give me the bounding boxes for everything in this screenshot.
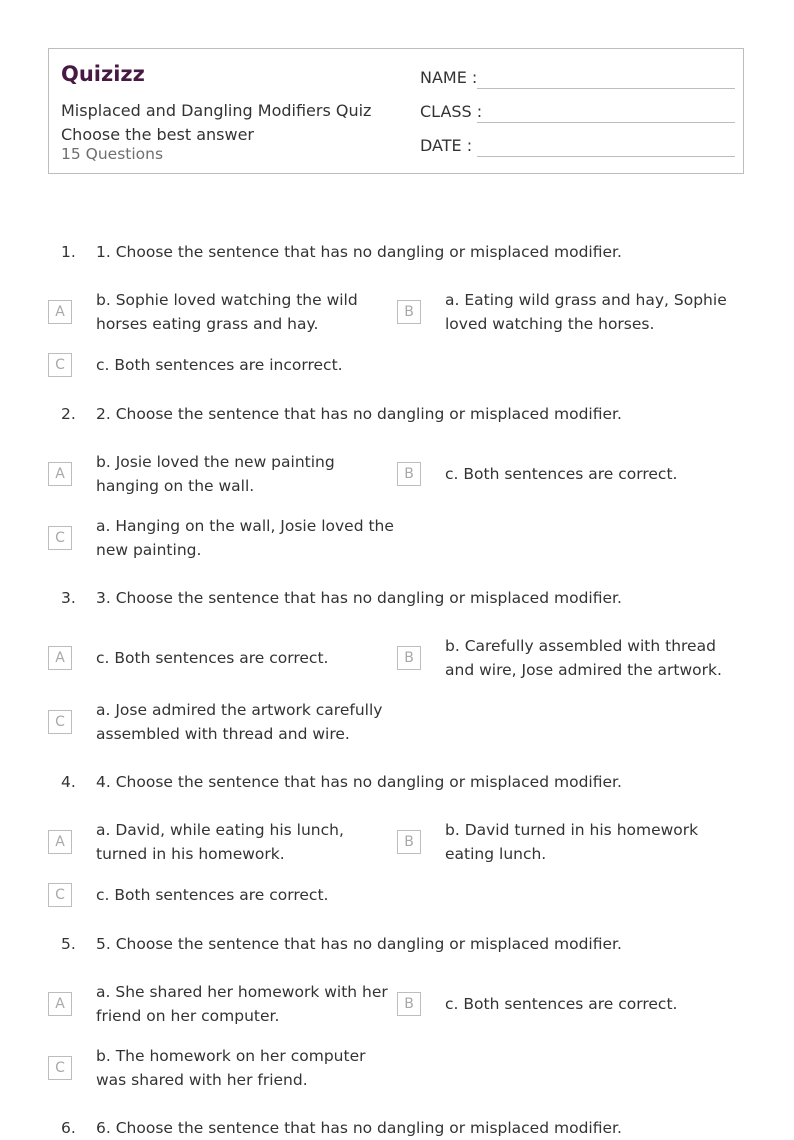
option-text: b. The homework on her computer was shared with her friend. xyxy=(96,1047,366,1089)
question-number: 2. xyxy=(61,405,76,423)
question-number: 6. xyxy=(61,1119,76,1137)
option-text: b. David turned in his homework eating lunch. xyxy=(445,821,699,863)
option-letter-a[interactable]: A xyxy=(48,830,72,854)
class-label: CLASS : xyxy=(420,102,483,121)
question-number: 3. xyxy=(61,589,76,607)
svg-text:Quizizz: Quizizz xyxy=(61,62,145,86)
option-letter-b[interactable]: B xyxy=(397,462,421,486)
question-text: 4. Choose the sentence that has no dangling or misplaced modifier. xyxy=(96,773,622,791)
name-label: NAME : xyxy=(420,68,478,87)
class-field[interactable] xyxy=(420,100,735,124)
option-text: a. Eating wild grass and hay, Sophie loved watching the horses. xyxy=(445,291,727,333)
option-text: a. David, while eating his lunch, turned in his homework. xyxy=(96,821,344,863)
quizizz-logo xyxy=(61,59,151,87)
question-text: 5. Choose the sentence that has no dangling or misplaced modifier. xyxy=(96,935,622,953)
date-line[interactable] xyxy=(477,156,735,157)
option-text: b. Carefully assembled with thread and wire, Jose admired the artwork. xyxy=(445,637,722,679)
option-letter-a[interactable]: A xyxy=(48,462,72,486)
option-letter-b[interactable]: B xyxy=(397,830,421,854)
option-text: c. Both sentences are correct. xyxy=(96,649,329,667)
option-text: b. Josie loved the new painting hanging on the wall. xyxy=(96,453,335,495)
date-label: DATE : xyxy=(420,136,473,155)
question-number: 4. xyxy=(61,773,76,791)
question-text: 6. Choose the sentence that has no dangling or misplaced modifier. xyxy=(96,1119,622,1137)
name-field[interactable] xyxy=(420,66,735,90)
option-letter-c[interactable]: C xyxy=(48,710,72,734)
question-text: 2. Choose the sentence that has no dangling or misplaced modifier. xyxy=(96,405,622,423)
option-letter-c[interactable]: C xyxy=(48,353,72,377)
option-letter-c[interactable]: C xyxy=(48,526,72,550)
quiz-title: Misplaced and Dangling Modifiers Quiz Choose the best answer xyxy=(61,101,372,144)
option-letter-a[interactable]: A xyxy=(48,646,72,670)
option-text: a. Jose admired the artwork carefully assembled with thread and wire. xyxy=(96,701,383,743)
option-text: a. Hanging on the wall, Josie loved the new painting. xyxy=(96,517,394,559)
option-text: c. Both sentences are correct. xyxy=(445,465,678,483)
option-letter-a[interactable]: A xyxy=(48,992,72,1016)
option-letter-b[interactable]: B xyxy=(397,300,421,324)
option-text: a. She shared her homework with her friend on her computer. xyxy=(96,983,388,1025)
name-line[interactable] xyxy=(477,88,735,89)
option-letter-c[interactable]: C xyxy=(48,883,72,907)
question-number: 1. xyxy=(61,243,76,261)
option-text: b. Sophie loved watching the wild horses eating grass and hay. xyxy=(96,291,358,333)
question-number: 5. xyxy=(61,935,76,953)
worksheet-header xyxy=(48,48,744,174)
option-text: c. Both sentences are incorrect. xyxy=(96,356,343,374)
class-line[interactable] xyxy=(477,122,735,123)
question-text: 1. Choose the sentence that has no dangling or misplaced modifier. xyxy=(96,243,622,261)
option-text: c. Both sentences are correct. xyxy=(96,886,329,904)
question-text: 3. Choose the sentence that has no dangling or misplaced modifier. xyxy=(96,589,622,607)
option-letter-c[interactable]: C xyxy=(48,1056,72,1080)
option-letter-b[interactable]: B xyxy=(397,992,421,1016)
option-letter-a[interactable]: A xyxy=(48,300,72,324)
option-text: c. Both sentences are correct. xyxy=(445,995,678,1013)
question-count: 15 Questions xyxy=(61,145,164,163)
date-field[interactable] xyxy=(420,134,735,158)
option-letter-b[interactable]: B xyxy=(397,646,421,670)
